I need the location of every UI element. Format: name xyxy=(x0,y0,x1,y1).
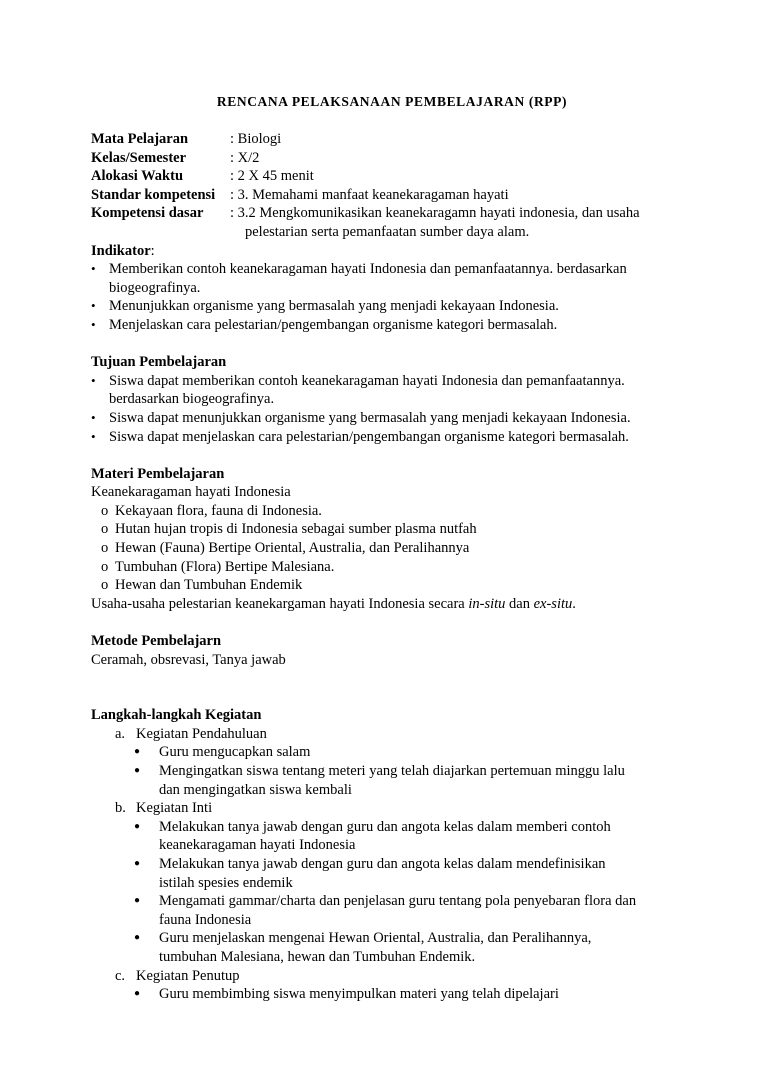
list-item: ● Guru membimbing siswa menyimpulkan materi yang telah dipelajari xyxy=(159,985,691,1004)
page-title: RENCANA PELAKSANAAN PEMBELAJARAN (RPP) xyxy=(216,94,568,109)
metode-heading: Metode Pembelajarn xyxy=(91,633,222,650)
list-item: ● Mengingatkan siswa tentang meteri yang telah diajarkan pertemuan minggu lalu dan mengingatkan siswa kembali xyxy=(159,762,691,799)
info-value: : 2 X 45 menit xyxy=(230,168,314,185)
materi-usaha: Usaha-usaha pelestarian keanekargaman hayati Indonesia secara in-situ dan ex-situ. xyxy=(91,595,576,612)
list-item: o Hewan dan Tumbuhan Endemik xyxy=(101,576,691,595)
info-label: Alokasi Waktu xyxy=(91,168,184,185)
list-item: ● Melakukan tanya jawab dengan guru dan angota kelas dalam memberi contoh keanekaragaman hayati Indonesia xyxy=(159,818,691,855)
info-value: : Biologi xyxy=(230,131,282,147)
list-item: ● Melakukan tanya jawab dengan guru dan angota kelas dalam mendefinisikan istilah spesies endemik xyxy=(159,855,691,892)
list-item: • Siswa dapat menunjukkan organisme yang bermasalah yang menjadi kekayaan Indonesia. xyxy=(91,409,691,428)
list-item: • Menunjukkan organisme yang bermasalah yang menjadi kekayaan Indonesia. xyxy=(91,297,691,316)
list-item: o Hutan hujan tropis di Indonesia sebagai sumber plasma nutfah xyxy=(101,520,691,539)
list-item: o Kekayaan flora, fauna di Indonesia. xyxy=(101,502,691,521)
info-label: Kelas/Semester xyxy=(91,149,187,166)
document-body xyxy=(91,130,691,1004)
list-item: ● Guru mengucapkan salam xyxy=(159,743,691,762)
info-value xyxy=(228,204,691,241)
indikator-heading: Indikator: xyxy=(91,242,155,259)
list-item: • Siswa dapat menjelaskan cara pelestarian/pengembangan organisme kategori bermasalah. xyxy=(91,428,691,447)
list-item: ● Guru menjelaskan mengenai Hewan Oriental, Australia, dan Peralihannya, tumbuhan Malesiana, hewan dan Tumbuhan Endemik. xyxy=(159,929,691,966)
indikator-list xyxy=(91,260,691,334)
langkah-heading: Langkah-langkah Kegiatan xyxy=(91,707,262,724)
info-value-continuation: pelestarian serta pemanfaatan sumber daya alam. xyxy=(245,223,530,240)
info-value-line: : 3.2 Mengkomunikasikan keanekaragamn hayati indonesia, dan usaha xyxy=(230,205,640,222)
materi-list xyxy=(91,502,691,595)
list-item: o Hewan (Fauna) Bertipe Oriental, Australia, dan Peralihannya xyxy=(101,539,691,558)
step-penutup: c. Kegiatan Penutup xyxy=(115,967,240,984)
step-penutup-list xyxy=(91,985,691,1004)
list-item: • Menjelaskan cara pelestarian/pengembangan organisme kategori bermasalah. xyxy=(91,316,691,335)
tujuan-list xyxy=(91,372,691,446)
step-pendahuluan: a. Kegiatan Pendahuluan xyxy=(115,725,267,742)
info-table xyxy=(91,130,691,242)
list-item: • Siswa dapat memberikan contoh keanekaragaman hayati Indonesia dan pemanfaatannya. berdasarkan biogeografinya. xyxy=(91,372,691,409)
list-item: ● Mengamati gammar/charta dan penjelasan guru tentang pola penyebaran flora dan fauna Indonesia xyxy=(159,892,691,929)
step-inti: b. Kegiatan Inti xyxy=(115,800,213,817)
info-label: Mata Pelajaran xyxy=(91,131,189,147)
list-item: o Tumbuhan (Flora) Bertipe Malesiana. xyxy=(101,558,691,577)
info-value: : X/2 xyxy=(230,149,260,166)
info-value: : 3. Memahami manfaat keanekaragaman hayati xyxy=(230,186,509,203)
step-inti-list xyxy=(91,818,691,967)
materi-heading: Materi Pembelajaran xyxy=(91,465,225,482)
tujuan-heading: Tujuan Pembelajaran xyxy=(91,354,227,371)
step-pendahuluan-list xyxy=(91,743,691,799)
list-item: • Memberikan contoh keanekaragaman hayati Indonesia dan pemanfaatannya. berdasarkan biogeografinya. xyxy=(91,260,691,297)
info-label: Standar kompetensi xyxy=(91,186,216,203)
info-label: Kompetensi dasar xyxy=(91,205,204,222)
metode-text: Ceramah, obsrevasi, Tanya jawab xyxy=(91,651,286,668)
materi-intro: Keanekaragaman hayati Indonesia xyxy=(91,484,291,501)
